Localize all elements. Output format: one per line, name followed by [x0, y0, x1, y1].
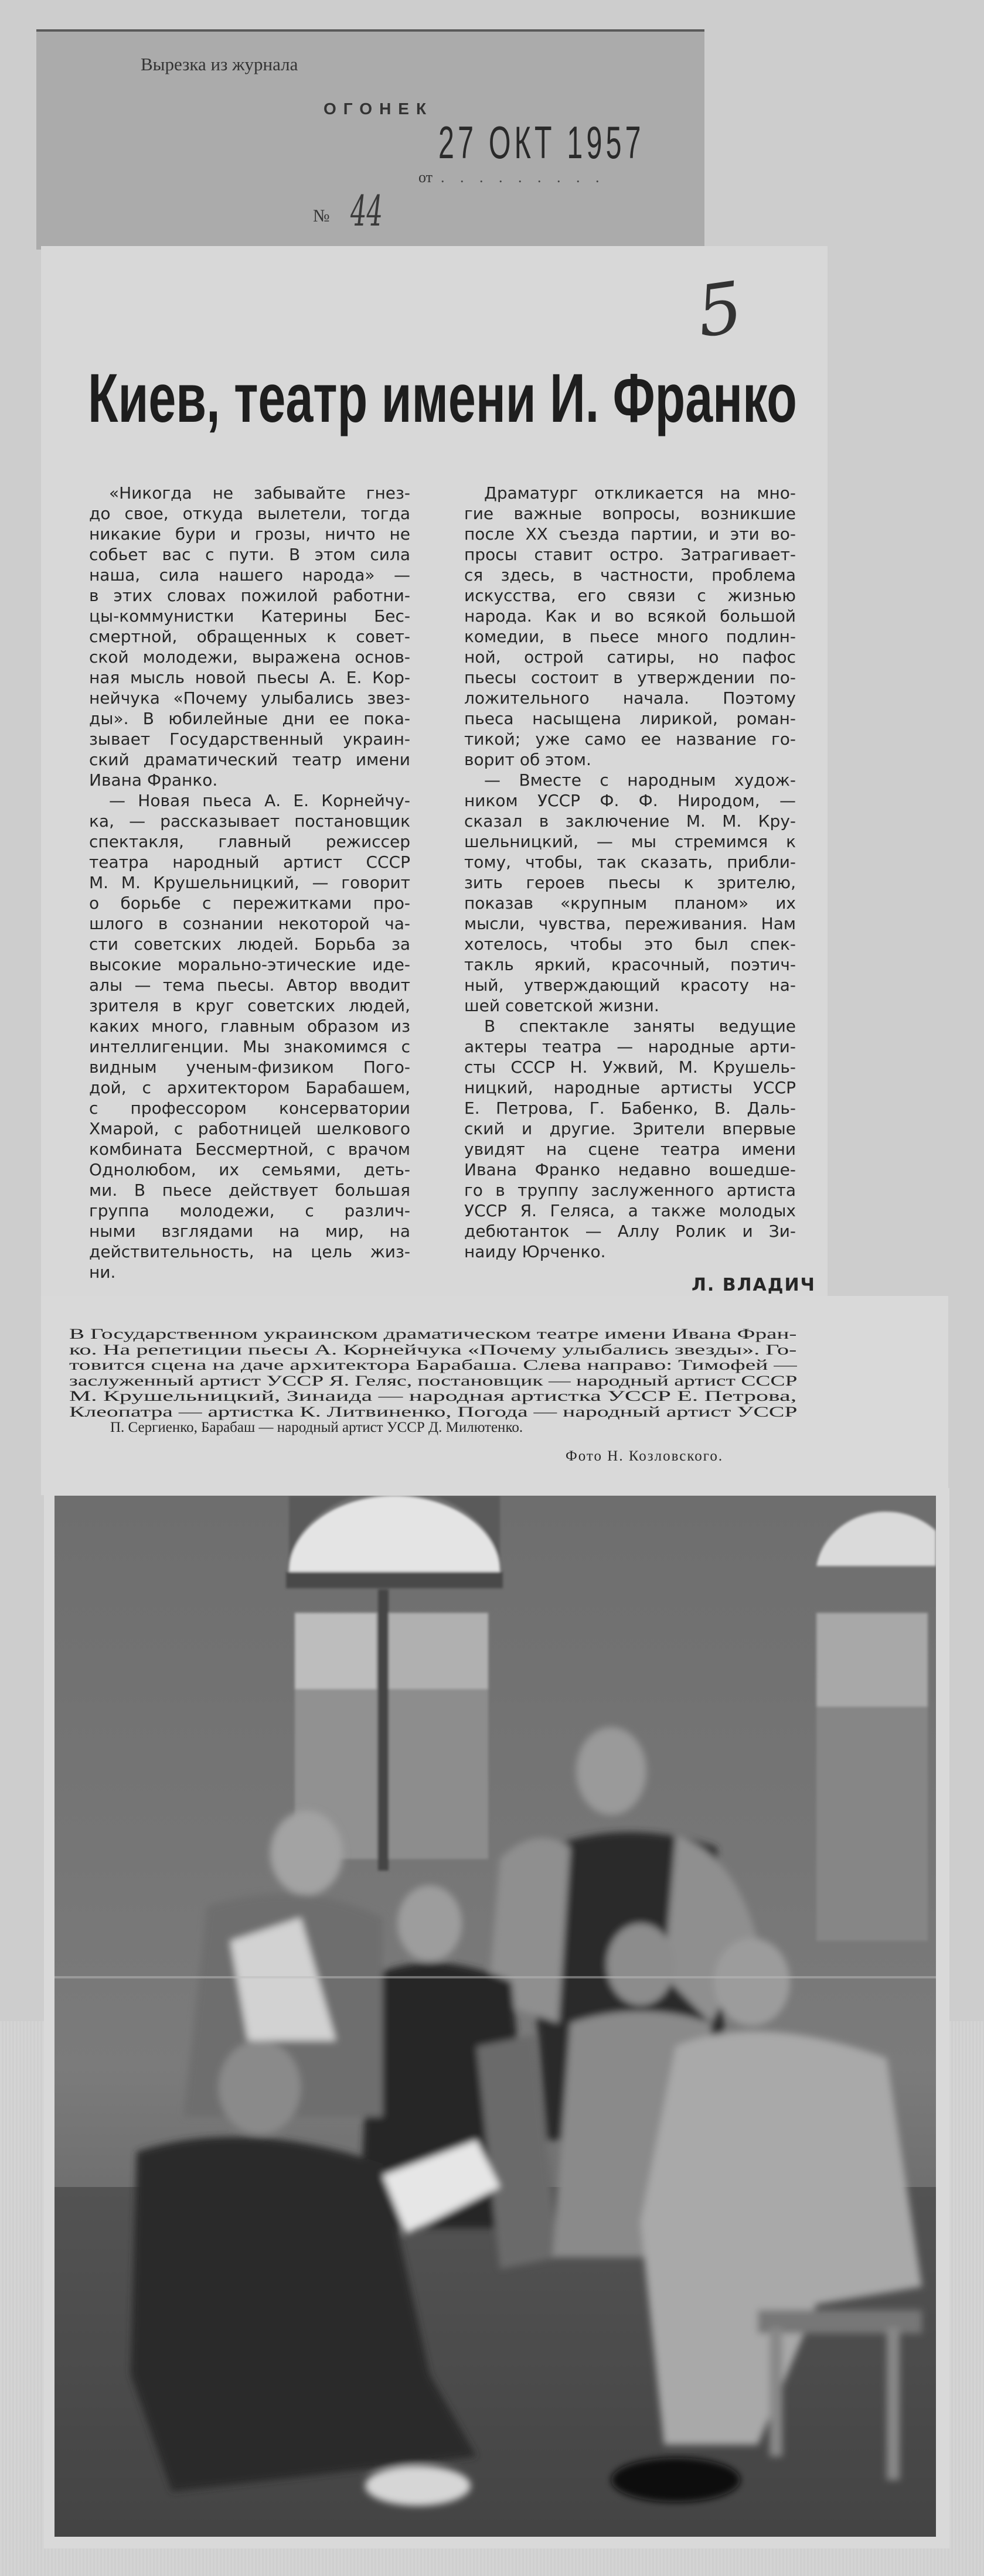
- article-text-line: ная мысль новой пьесы А. Е. Кор-: [89, 668, 410, 687]
- article-text-line: увидят на сцене театра имени: [464, 1139, 796, 1159]
- article-text-line: ни.: [89, 1263, 116, 1282]
- article-text-line: ской молодежи, выражена основ-: [89, 647, 410, 667]
- photo-fold-line: [55, 1976, 936, 1978]
- article-text-line: с профессором консерватории: [89, 1098, 410, 1118]
- article-text-line: Ивана Франко недавно вошедше-: [464, 1160, 796, 1179]
- caption-line: В Государственном украинском драматическом театре имени Ивана Фран-: [69, 1326, 797, 1342]
- article-text-line: го в труппу заслуженного артиста: [464, 1180, 796, 1200]
- article-text-line: зить героев пьесы к зрителю,: [464, 873, 796, 892]
- article-text-line: ка, — рассказывает постановщик: [89, 811, 410, 831]
- article-text-line: мысли, чувства, переживания. Нам: [464, 914, 796, 933]
- article-text-line: смертной, обращенных к совет-: [89, 627, 410, 646]
- article-text-line: ником УССР Ф. Ф. Ниродом, —: [464, 791, 796, 810]
- article-left-column: [89, 483, 410, 1282]
- article-text-line: ными взглядами на мир, на: [89, 1222, 410, 1241]
- article-text-line: Е. Петрова, Г. Бабенко, В. Даль-: [464, 1098, 796, 1118]
- article-text-line: никакие бури и грозы, ничто не: [89, 524, 410, 544]
- article-text-line: ный, утверждающий красоту на-: [464, 975, 796, 995]
- article-text-line: сти советских людей. Борьба за: [89, 934, 410, 954]
- article-text-line: такль яркий, красочный, поэтич-: [464, 955, 796, 974]
- article-text-line: искусства, его связи с жизнью: [464, 586, 796, 605]
- article-text-line: хотелось, чтобы это был спек-: [464, 934, 796, 954]
- stamp-number-handwritten: 44: [350, 186, 383, 236]
- article-text-line: комедии, в пьесе много подлин-: [464, 627, 796, 646]
- article-text-line: дебютанток — Аллу Ролик и Зи-: [464, 1222, 796, 1241]
- article-text-line: каких много, главным образом из: [89, 1016, 410, 1036]
- article-text-line: интеллигенции. Мы знакомимся с: [89, 1037, 410, 1056]
- handwritten-page-number: 5: [692, 267, 748, 354]
- article-text-line: ский и другие. Зрители впервые: [464, 1119, 796, 1138]
- article-text-line: цы-коммунистки Катерины Бес-: [89, 606, 410, 626]
- stamp-magazine: ОГОНЕК: [324, 100, 434, 118]
- article-text-line: нейчука «Почему улыбались звез-: [89, 688, 410, 708]
- article-text-line: Однолюбом, их семьями, деть-: [89, 1160, 410, 1179]
- article-text-line: УССР Я. Геляса, а также молодых: [464, 1201, 796, 1220]
- article-text-line: тому, чтобы, так сказать, прибли-: [464, 852, 796, 872]
- stamp-date: 27 ОКТ 1957: [438, 117, 645, 168]
- stamp-date-dots: . . . . . . . . .: [441, 169, 605, 186]
- article-text-line: пьеса насыщена лирикой, роман-: [464, 709, 796, 728]
- clipping-stamp: [36, 29, 704, 250]
- article-text-line: М. М. Крушельницкий, — говорит: [89, 873, 410, 892]
- caption-line: ко. На репетиции пьесы А. Корнейчука «Почему улыбались звезды». Го-: [69, 1342, 797, 1358]
- article-text-line: тикой; уже само ее название го-: [464, 729, 796, 749]
- stamp-date-prefix: от: [418, 169, 433, 186]
- article-text-line: пьесы состоит в утверждении по-: [464, 668, 796, 687]
- article-text-line: театра народный артист СССР: [89, 852, 410, 872]
- article-text-line: в этих словах пожилой работни-: [89, 586, 410, 605]
- article-text-line: собьет вас с пути. В этом сила: [89, 545, 410, 564]
- article-text-line: до свое, откуда вылетели, тогда: [89, 504, 410, 523]
- article-text-line: о борьбе с пережитками про-: [89, 893, 410, 913]
- article-text-line: спектакля, главный режиссер: [89, 832, 410, 851]
- caption-line: заслуженный артист УССР Я. Геляс, постановщик — народный артист СССР: [69, 1373, 798, 1389]
- article-title: Киев, театр имени И. Франко: [88, 360, 797, 437]
- article-text-line: ми. В пьесе действует большая: [89, 1180, 410, 1200]
- article-text-line: просы ставит остро. Затрагивает-: [464, 545, 796, 564]
- photo-caption: [69, 1327, 797, 1436]
- article-text-line: сты СССР Н. Ужвий, М. Крушель-: [464, 1057, 796, 1077]
- article-text-line: дой, с архитектором Барабашем,: [89, 1078, 410, 1097]
- article-text-line: шлого в сознании некоторой ча-: [89, 914, 410, 933]
- article-text-line: актеры театра — народные арти-: [464, 1037, 796, 1056]
- photo-credit: Фото Н. Козловского.: [566, 1448, 724, 1464]
- article-text-line: действительность, на цель жиз-: [89, 1242, 410, 1261]
- article-text-line: ложительного начала. Поэтому: [464, 688, 796, 708]
- caption-line: товится сцена на даче архитектора Барабаша. Слева направо: Тимофей —: [69, 1357, 797, 1373]
- article-text-line: зывает Государственный украин-: [89, 729, 410, 749]
- article-text-line: алы — тема пьесы. Автор вводит: [89, 975, 410, 995]
- article-text-line: народа. Как и во всякой большой: [464, 606, 796, 626]
- article-text-line: ский драматический театр имени: [89, 750, 410, 769]
- article-text-line: зрителя в круг советских людей,: [89, 996, 410, 1015]
- article-text-line: ной, острой сатиры, но пафос: [464, 647, 796, 667]
- article-text-line: Ивана Франко.: [89, 770, 218, 790]
- article-text-line: — Новая пьеса А. Е. Корнейчу-: [109, 791, 410, 810]
- article-text-line: ворит об этом.: [464, 750, 591, 769]
- article-text-line: гие важные вопросы, возникшие: [464, 504, 796, 523]
- rehearsal-photo: [55, 1496, 936, 2537]
- article-text-line: группа молодежи, с различ-: [89, 1201, 410, 1220]
- article-text-line: после XX съезда партии, и эти во-: [464, 524, 796, 544]
- stamp-number-prefix: №: [313, 206, 330, 226]
- article-author: Л. ВЛАДИЧ: [692, 1275, 816, 1295]
- article-text-line: показав «крупным планом» их: [464, 893, 796, 913]
- stamp-label: Вырезка из журнала: [141, 54, 298, 74]
- caption-line: П. Сергиенко, Барабаш — народный артист УССР Д. Милютенко.: [110, 1420, 523, 1435]
- article-text-line: ды». В юбилейные дни ее пока-: [89, 709, 410, 728]
- article-text-line: Хмарой, с работницей шелкового: [89, 1119, 410, 1138]
- caption-line: Клеопатра — артистка К. Литвиненко, Погода — народный артист УССР: [69, 1404, 798, 1420]
- article-text-line: Драматург откликается на мно-: [484, 483, 796, 503]
- article-text-line: наша, сила нашего народа» —: [89, 565, 410, 585]
- article-text-line: ся здесь, в частности, проблема: [464, 565, 796, 585]
- article-text-line: В спектакле заняты ведущие: [484, 1016, 796, 1036]
- article-text-line: видным ученым-физиком Пого-: [89, 1057, 410, 1077]
- article-text-line: ницкий, народные артисты УССР: [464, 1078, 796, 1097]
- article-text-line: «Никогда не забывайте гнез-: [109, 483, 410, 503]
- article-text-line: наиду Юрченко.: [464, 1242, 606, 1261]
- article-text-line: высокие морально-этические иде-: [89, 955, 410, 974]
- article-text-line: комбината Бессмертной, с врачом: [89, 1139, 410, 1159]
- article-text-line: шельницкий, — мы стремимся к: [464, 832, 796, 851]
- article-text-line: — Вместе с народным худож-: [484, 770, 796, 790]
- article-right-column: [464, 483, 796, 1262]
- article-text-line: шей советской жизни.: [464, 996, 659, 1015]
- article-text-line: сказал в заключение М. М. Кру-: [464, 811, 796, 831]
- caption-line: М. Крушельницкий, Зинаида — народная артистка УССР Е. Петрова,: [69, 1388, 797, 1404]
